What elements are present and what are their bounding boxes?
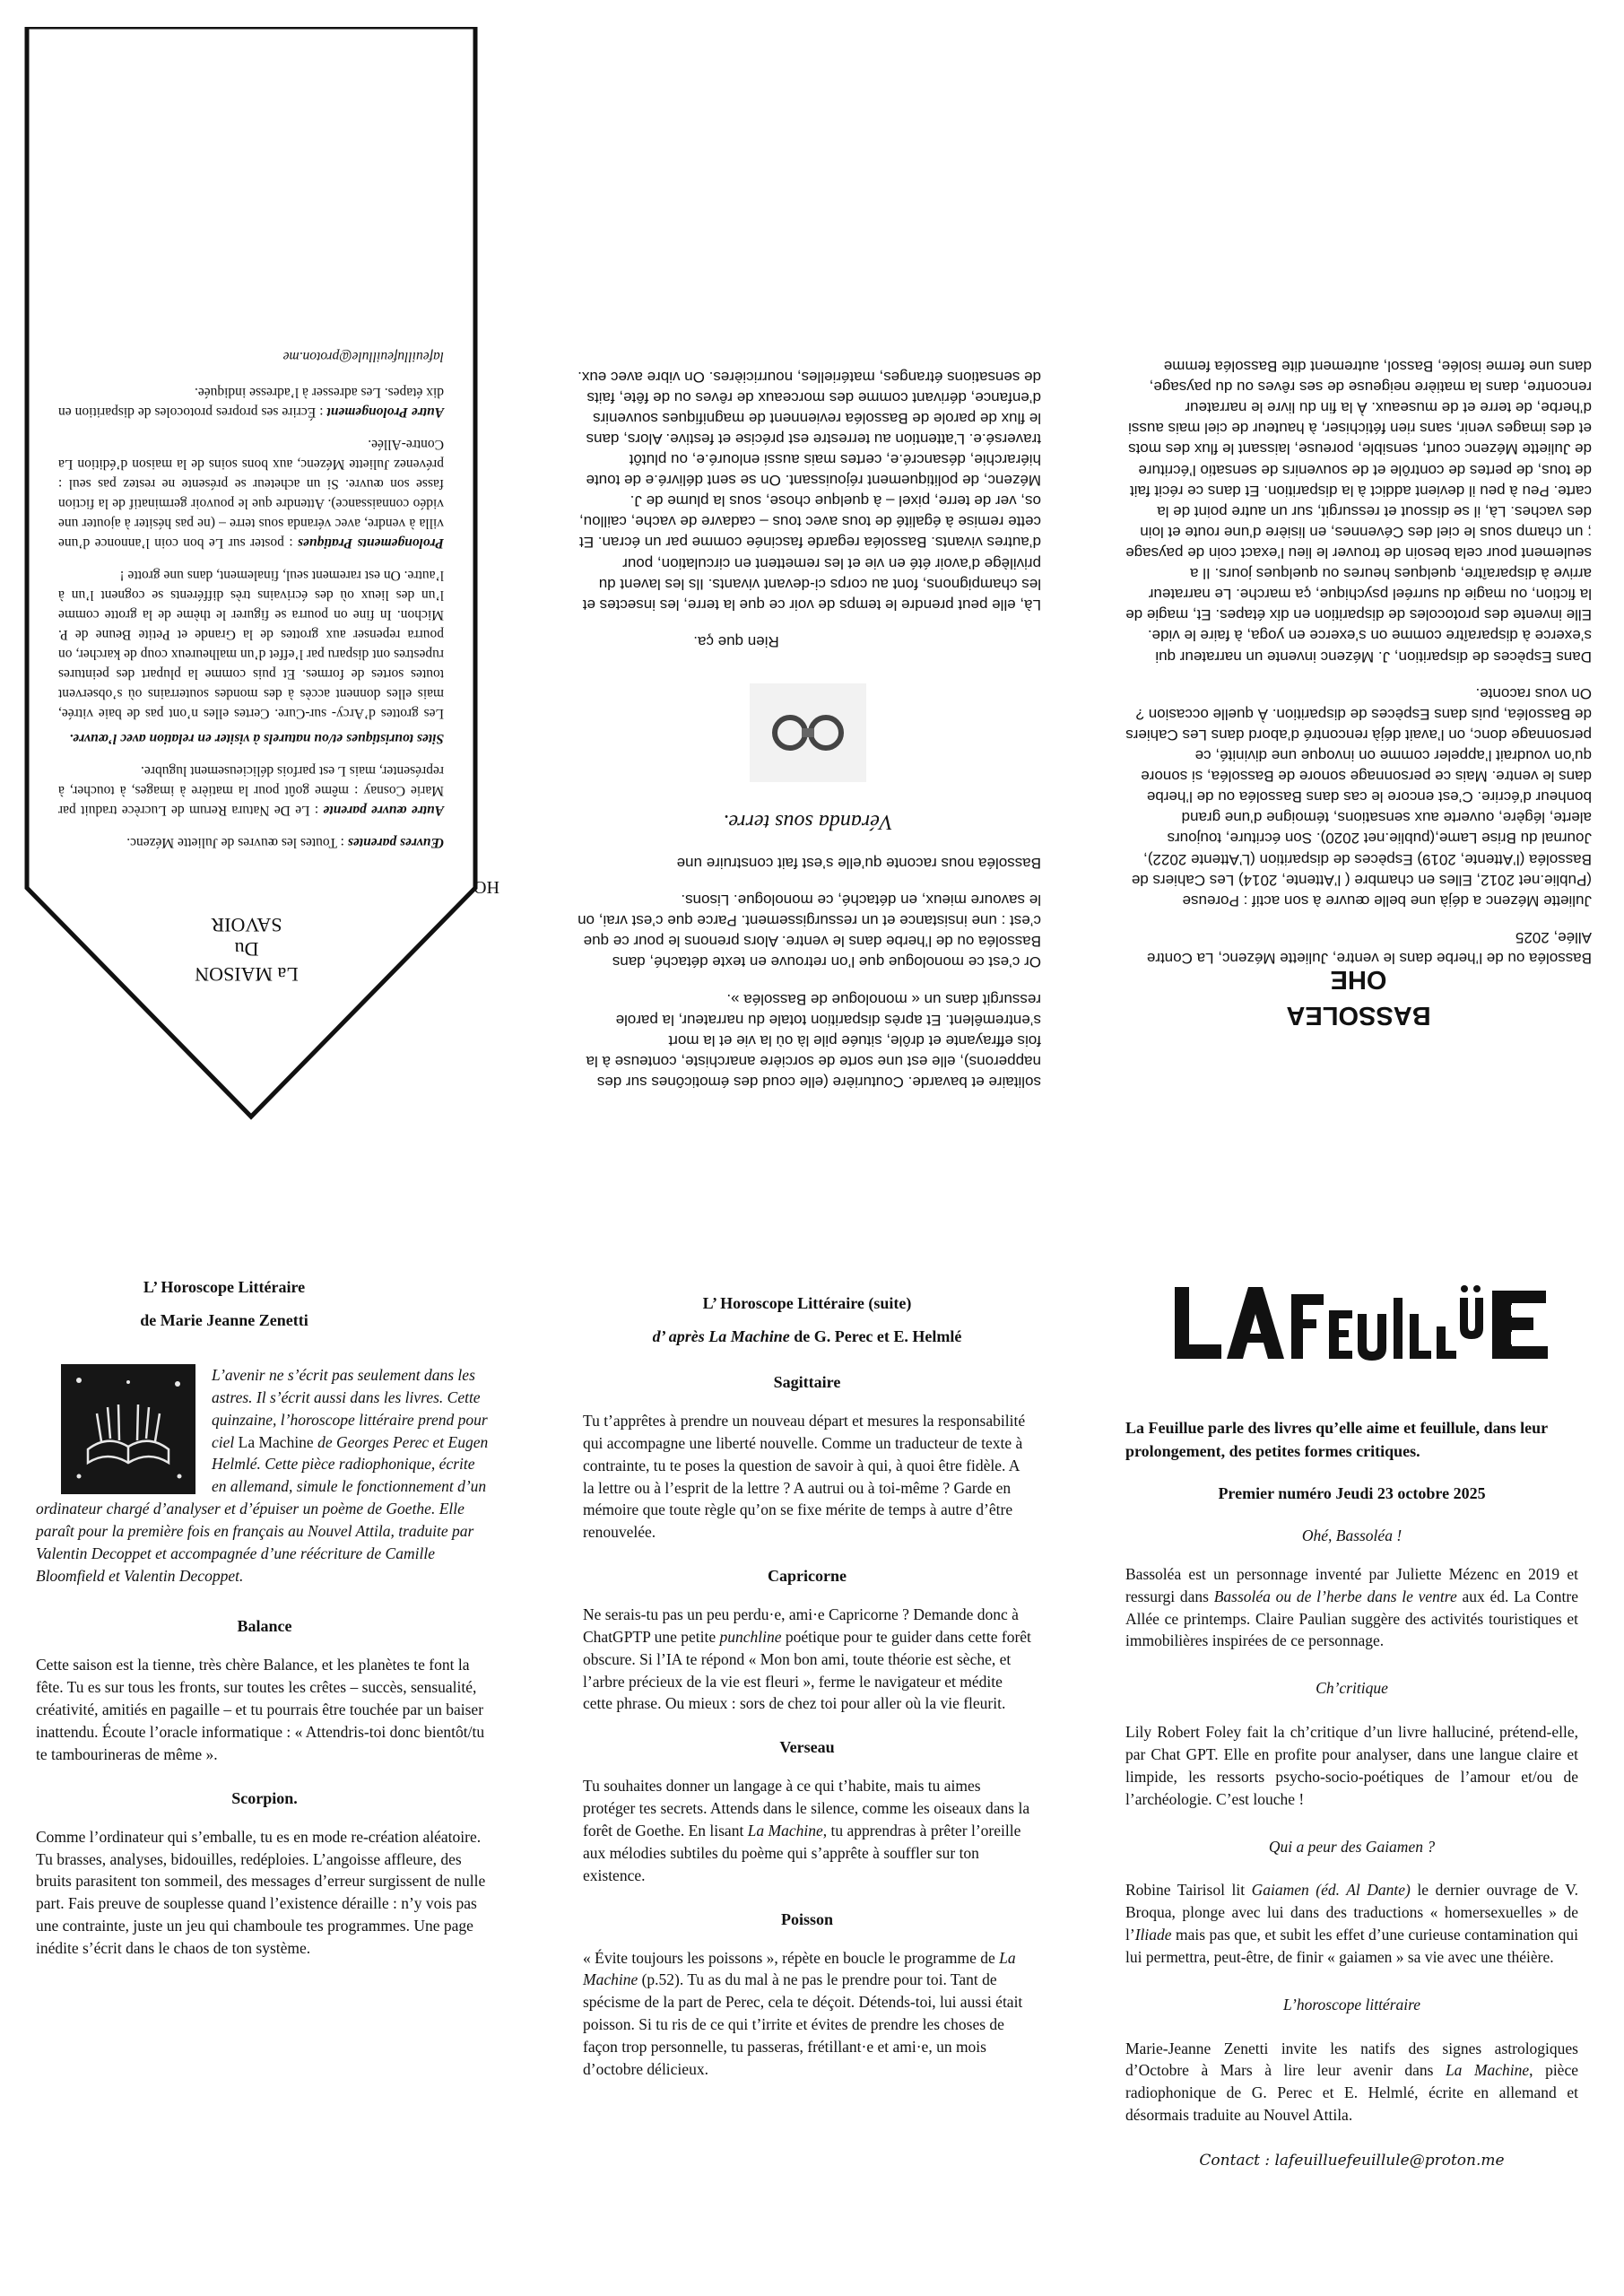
verseau-title: Verseau — [779, 1738, 835, 1757]
sites-touristiques-text: Les grottes d’Arcy- sur-Cure. Certes elles n’ont pas de baie vitrée, mais elles donnent accès à des mondes souterrains où s’observent toutes sortes de formes. Et puis comme la plupart des peintures rupestres ont disparu par l’effet d’un malheureux coup de karcher, on pourra repenser aux grottes de la Grande et Petite Beune de P. Michon. In fine on pourra se figurer le thème de la grotte comme l’un des lieux où des écrivains très différents se cognent l’un à l’autre. On est rarement seul, finalement, dans une grotte ! — [58, 568, 444, 721]
section4-text: Marie-Jeanne Zenetti invite les natifs des signes astrologiques d’Octobre à Mars à lire leur avenir dans La Machine, pièce radiophonique de G. Perec et E. Helmlé, écrite en allemand et désormais traduite au Nouvel Attila. — [1125, 2039, 1578, 2125]
la-feuillue-logo — [1175, 1278, 1551, 1372]
intro-part-a: L’avenir ne s’écrit pas seulement dans les astres. Il s’écrit aussi dans les livres. Cette quinzaine, l’horoscope littéraire prend pour ciel — [212, 1366, 488, 1451]
scorpion-title: Scorpion. — [231, 1788, 298, 1807]
autre-oeuvre-text: : Le De Natura Rerum de Lucrèce traduit par Marie Cosnay : même goût pour la matière à images, à toucher, à représenter, mais L est parfois délicieusement lugubre. — [58, 763, 444, 818]
heading-line-3: SAVOIR — [211, 914, 282, 936]
horoscope-author: de Marie Jeanne Zenetti — [140, 1311, 308, 1329]
feuillue-intro: La Feuillue parle des livres qu’elle aime et feuillule, dans leur prolongement, des petites formes critiques. — [1125, 1419, 1548, 1460]
oeuvres-parentes — [58, 832, 444, 852]
horoscope-suite-title: L’ Horoscope Littéraire (suite) — [702, 1294, 912, 1312]
monologue-paragraph-3: Bassoléa nous raconte qu’elle s’est fait construire une — [676, 855, 1041, 873]
section3-title: Qui a peur des Gaiamen ? — [1268, 1837, 1436, 1856]
oeuvres-parentes-text: : Toutes les œuvres de Juliette Mézenc. — [126, 835, 348, 850]
open-book-stars-illustration — [61, 1364, 195, 1494]
ho-label: HO — [473, 877, 499, 897]
section4-title: L’horoscope littéraire — [1282, 1995, 1421, 2013]
intro-part-b: La Machine — [238, 1432, 314, 1451]
monologue-paragraph-2: Or c’est ce monologue que l’on retrouve en texte détaché, dans Bassoléa ou de l’herbe dans le ventre. Alors prenons le pour ce que c’est : une insistance et un ressurgissement. Parce que c’est vrai, on le savoure mieux, en détaché, ce monologue. Lisons. — [578, 891, 1041, 971]
bassolea-monologue-panel — [575, 196, 1041, 1092]
autre-prolongement-text: : Écrire ses propres protocoles de disparition en dix étapes. Les adresser à l’adresse indiquée. — [58, 385, 444, 420]
capricorne-text: Ne serais-tu pas un peu perdu·e, ami·e Capricorne ? Demande donc à ChatGPTP une petite punchline poétique pour te guider dans cette forêt obscure. Si l’IA te répond « Mon bon ami, toute théorie est sèche, et l’arbre précieux de la vie est fleuri », ferme le navigateur et médite cette phrase. Ou mieux : sors de chez toi pour aller où la vie fleurit. — [583, 1605, 1031, 1713]
prolongements-pratiques — [58, 434, 444, 552]
open-book-icon — [61, 1364, 195, 1494]
horoscope-title: L’ Horoscope Littéraire — [143, 1278, 306, 1296]
monologue-paragraph-5: Là, elle peut prendre le temps de voir ce que la terre, les insectes et les champignons, font au corps ci-devant vivants. Ils les lavent du privilège d’avoir été en vie et les remettent en circulation, pour d’autres vivants. Bassoléa regarde fascinée comme par un écran. Et cette remise à égalité de tous avec tous – cadavre de vache, caillou, os, ver de terre, pixel – à quelque chose, sous la plume de J. Mézenc, de politiquement réjouissant. On se sent délivré.e de toute hiérarchie, désancré.e, certes mais aussi enlouré.e, ou plutôt traversé.e. L’attention au terrestre est précise et festive. Alors, dans le flux de parole de Bassoléa reviennent de magnifiques souvenirs d’enfance, dérivant comme des morceaux de rêves ou de fête, faits de sensations étranges, matérielles, nourricières. On vibre avec eux. — [578, 368, 1041, 613]
section1-title: Ohé, Bassoléa ! — [1301, 1526, 1403, 1545]
la-feuillue-column — [1125, 1417, 1578, 2170]
intro-part-c: de Georges Perec et Eugen Helmlé. Cette pièce radiophonique, écrite en allemand, simule le fonctionnement d’un ordinateur chargé d’analyser et d’épuiser un poème de Goethe. Elle paraît pour la première fois en français au Nouvel Attila, traduite par Valentin Decoppet et accompagnée d’une réécriture de Camille Bloomfield et Valentin Decoppet. — [36, 1432, 489, 1585]
scorpion-text: Comme l’ordinateur qui s’emballe, tu es en mode re-création aléatoire. Tu brasses, analyses, bidouilles, redéploies. L’angoisse affleure, des bruits parasitent ton sommeil, des messages d’erreur surgissent de nulle part. Fais preuve de souplesse quand l’existence déraille : n’y vois pas une contrainte, juste un jeu qui chamboule tes programmes. Une page inédite s’écrit dans le chaos de ton système. — [36, 1827, 486, 1957]
prolongements-lead: Prolongements Pratiques — [298, 535, 444, 551]
capricorne-title: Capricorne — [768, 1567, 847, 1586]
maison-du-savoir-panel — [22, 27, 499, 1121]
ohe-paragraph-1: Juliette Mézenc a déjà une belle œuvre à son actif : Poreuse (Publie.net 2012, Elles en chambre ( l’Attente, 2014) Les Cahiers de Bassoléa (l’Attente, 2019) Espèces de disparition (L’Attente 2022), Journal du Brise Lame,(publie.net 2020). Son écriture, toujours alerte, légère, ouverte aux sensations, témoigne d’une grand bonheur d’écrire. C’est encore le cas dans Bassoléa ou de l’herbe dans le ventre. Mais ce personnage sonore de Bassoléa, si sonore qu’on voudrait l’appeler comme on invoque une divinité, ce personnage donc, on l’avait déjà rencontré d’abord dans Les Cahiers de Bassoléa, puis dans Espèces de disparition. À quelle occasion ? On vous raconte. — [1125, 684, 1592, 909]
poisson-title: Poisson — [780, 1909, 834, 1928]
heading-line-2: Du — [234, 938, 259, 961]
heading-line-1: La MAISON — [195, 963, 299, 986]
handcuffs-illustration — [575, 679, 1041, 782]
ohe-title-line1: BASSOLEA — [1286, 1001, 1431, 1030]
autre-oeuvre-parente — [58, 761, 444, 820]
ohe-paragraph-2: Dans Espèces de disparition, J. Mézenc invente un narrateur qui s’exerce à disparaître comme on s’exerce en yoga, à faire le vide. Elle invente des protocoles de disparition en dix étapes. Et, magie de la fiction, ou magie du surréel psychique, ça marche. Le narrateur arrive à disparaître, quelques heures ou quelques jours. Il a seulement pour cela besoin de trouver le lieu l’exact coin de paysage ; un champ sous le ciel des Cévennes, en lisière d’une route et loin des vaches. Là, il se dissout et ressurgit, sur un autre point de la carte. Peu à peu il devient addict à la disparition. Et dans ce récit fait de tous, de pertes de contrôle et de souvenirs de sensatio l’écriture de Juliette Mézenc court, sensible, poreuse, laissant le flux des mots et des images venir, sans rien fétichiser, à hauteur de ciel mais aussi d’herbe, de terre et de museaux. À la fin du livre le narrateur rencontre, dans la matière neigeuse de ses rêves ou du paysage, dans une ferme isolée, Bassol, autrement dite Bassoléa femme — [1125, 358, 1592, 665]
sagittaire-text: Tu t’apprêtes à prendre un nouveau départ et mesures la responsabilité qui accompagne une liberté nouvelle. Comme un traducteur de texte à contrainte, tu te poses la question de savoir à qui, à quoi être fidèle. A la lettre ou à l’esprit de la lettre ? A autrui ou à toi-même ? Garde en mémoire que toute règle qu’on se fixe mérite de temps à autre d’être renouvelée. — [583, 1412, 1026, 1542]
la-feuillue-logo-art — [1175, 1278, 1551, 1372]
monologue-paragraph-4: Rien que ça. — [693, 632, 779, 650]
contact-email[interactable]: Contact : lafeuilluefeuillule@proton.me — [1199, 2151, 1505, 2170]
issue-date: Premier numéro Jeudi 23 octobre 2025 — [1218, 1484, 1486, 1503]
savoir-text — [58, 334, 444, 852]
ohe-title-top — [1125, 964, 1592, 994]
section2-title: Ch’critique — [1316, 1679, 1388, 1698]
horoscope-suite-column — [583, 1294, 1031, 2081]
verseau-text: Tu souhaites donner un langage à ce qui t’habite, mais tu aimes protéger tes secrets. Attends dans le silence, comme les oiseaux dans la forêt de Goethe. En lisant La Machine, tu apprendras à prêter l’oreille aux mélodies subtiles du poème qui s’apprête à souffler sur ton existence. — [583, 1777, 1030, 1884]
autre-prolongement-lead: Autre Prolongement — [326, 404, 444, 420]
ohe-bassolea-panel — [1125, 36, 1592, 969]
sites-touristiques-lead: Sites touristiques et/ou naturels à visiter en relation avec l’œuvre. — [69, 731, 444, 746]
oeuvres-parentes-lead: Œuvres parentes — [347, 835, 444, 850]
horoscope-column — [36, 1278, 493, 1960]
poisson-text: « Évite toujours les poissons », répète en boucle le programme de La Machine (p.52). Tu as du mal à ne pas le prendre pour toi. Tant de spécisme de la part de Perec, cela te déçoit. Détends-toi, lui aussi était poisson. Si tu ris de ce qui t’irrite et évites de prendre les choses de façon trop personnelle, tu passeras, frétillant·e et ami·e, un mois d’octobre délicieux. — [583, 1948, 1023, 2078]
section3-text: Robine Tairisol lit Gaiamen (éd. Al Dante) le dernier ouvrage de V. Broqua, plonge avec lui dans des traductions « homersexuelles » de l’Iliade mais pas que, et subit les effet d’une curieuse contamination qui lui permettra, peut-être, de finir « gaiamen » sa vie avec une théière. — [1125, 1881, 1578, 1966]
veranda-title: Véranda sous terre. — [723, 809, 893, 833]
section2-text: Lily Robert Foley fait la ch’critique d’un livre halluciné, prétend-elle, par Chat GPT. Elle en profite pour analyser, dans une langue claire et limpide, les ressorts psycho-socio-poétiques de l’amour et/ou de l’archéologie. C’est louche ! — [1125, 1723, 1578, 1808]
horoscope-intro — [36, 1364, 493, 1587]
ohe-title — [1125, 997, 1592, 1031]
section1-text: Bassoléa est un personnage inventé par Juliette Mézenc en 2019 et ressurgi dans Bassoléa ou de l’herbe dans le ventre aux éd. La Contre Allée ce printemps. Claire Paulian suggère des activités touristiques et immobilières inspirées de ce personnage. — [1125, 1564, 1579, 1650]
savoir-email[interactable]: lafeuillufeuillule@proton.me — [282, 349, 444, 364]
horoscope-suite-subtitle: d’ après La Machine de G. Perec et E. Helmlé — [652, 1327, 962, 1345]
ohe-reference: Bassoléa ou de l’herbe dans le ventre, Juliette Mézenc, La Contre Allée, 2025 — [1146, 928, 1592, 967]
sagittaire-title: Sagittaire — [773, 1373, 841, 1391]
autre-oeuvre-lead: Autre œuvre parente — [323, 803, 444, 818]
autre-prolongement — [58, 382, 444, 422]
ohe-word: OHE — [1330, 965, 1387, 994]
handcuffs-icon — [750, 683, 866, 782]
prolongements-text: : poster sur Le bon coin l’annonce d’une villa à vendre, avec véranda sous terre – (ne pas hésiter à ajouter une vidéo connaissance). Attendre que le pouvoir germinatif de la fiction fasse son œuvre. Si un acheteur se présente ne restez pas seul : prévenez Juliette Mézenc, aux bons soins de la maison d’édition La Contre-Allée. — [58, 437, 444, 551]
balance-title: Balance — [237, 1617, 292, 1636]
balance-text: Cette saison est la tienne, très chère Balance, et les planètes te font la fête. Tu es sur tous les fronts, sur toutes les crêtes – succès, sensualité, créativité, amitiés en pagaille – et tu pourrais être touchée par un baiser inattendu. Écoute l’oracle informatique : « Attendris-toi donc bientôt/tu te tambourineras de même ». — [36, 1656, 485, 1763]
monologue-paragraph-1: solitaire et bavarde. Couturière (elle coud des émoticônes sur des napperons), elle est une sorte de sorcière anarchiste, conteuse à la fois effrayante et drôle, située pile là où la vie et la mort s’entremêlent. Et après disparition totale du narrateur, la parole ressurgit dans un « monologue de Bassoléa ». — [586, 990, 1041, 1091]
maison-du-savoir-heading — [157, 913, 336, 987]
